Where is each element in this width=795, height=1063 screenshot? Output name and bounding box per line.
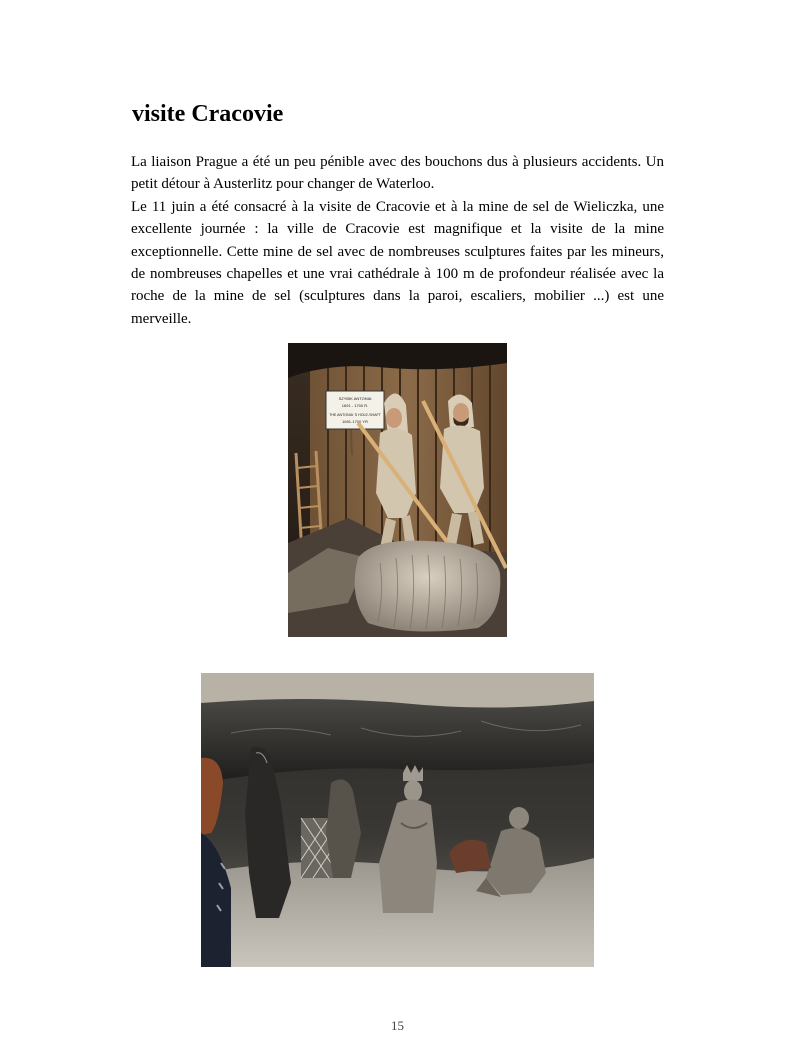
page-title: visite Cracovie bbox=[132, 101, 284, 127]
sign-line: SZYBIK ANTONIA bbox=[338, 396, 372, 401]
sign-line: 1691-1700 YR bbox=[342, 419, 368, 424]
paragraph: La liaison Prague a été un peu pénible avec des bouchons dus à plusieurs accidents. Un petit détour à Austerlitz pour changer de Waterloo. bbox=[131, 154, 664, 193]
photo-salt-sculptures bbox=[201, 673, 594, 967]
paragraph: Le 11 juin a été consacré à la visite de Cracovie et à la mine de sel de Wieliczka, une excellente journée : la ville de Cracovie est magnifique et la visite de la mine exceptionnelle. Cette mine de sel avec de nombreuses sculptures faites par les mineurs, de nombreuses chapelles et une vrai cathédrale à 100 m de profondeur réalisée avec la roche de la mine de sel (sculptures dans la paroi, escaliers, mobilier ...) est une merveille. bbox=[131, 198, 664, 327]
sign-line: 1691 - 1700 R. bbox=[341, 403, 369, 408]
body-text bbox=[131, 151, 664, 330]
page-number: 15 bbox=[391, 1018, 404, 1033]
sign-line: THE ANTONIA' S HOLE-SHAFT bbox=[329, 413, 381, 417]
photo-miners-figures bbox=[288, 343, 507, 637]
